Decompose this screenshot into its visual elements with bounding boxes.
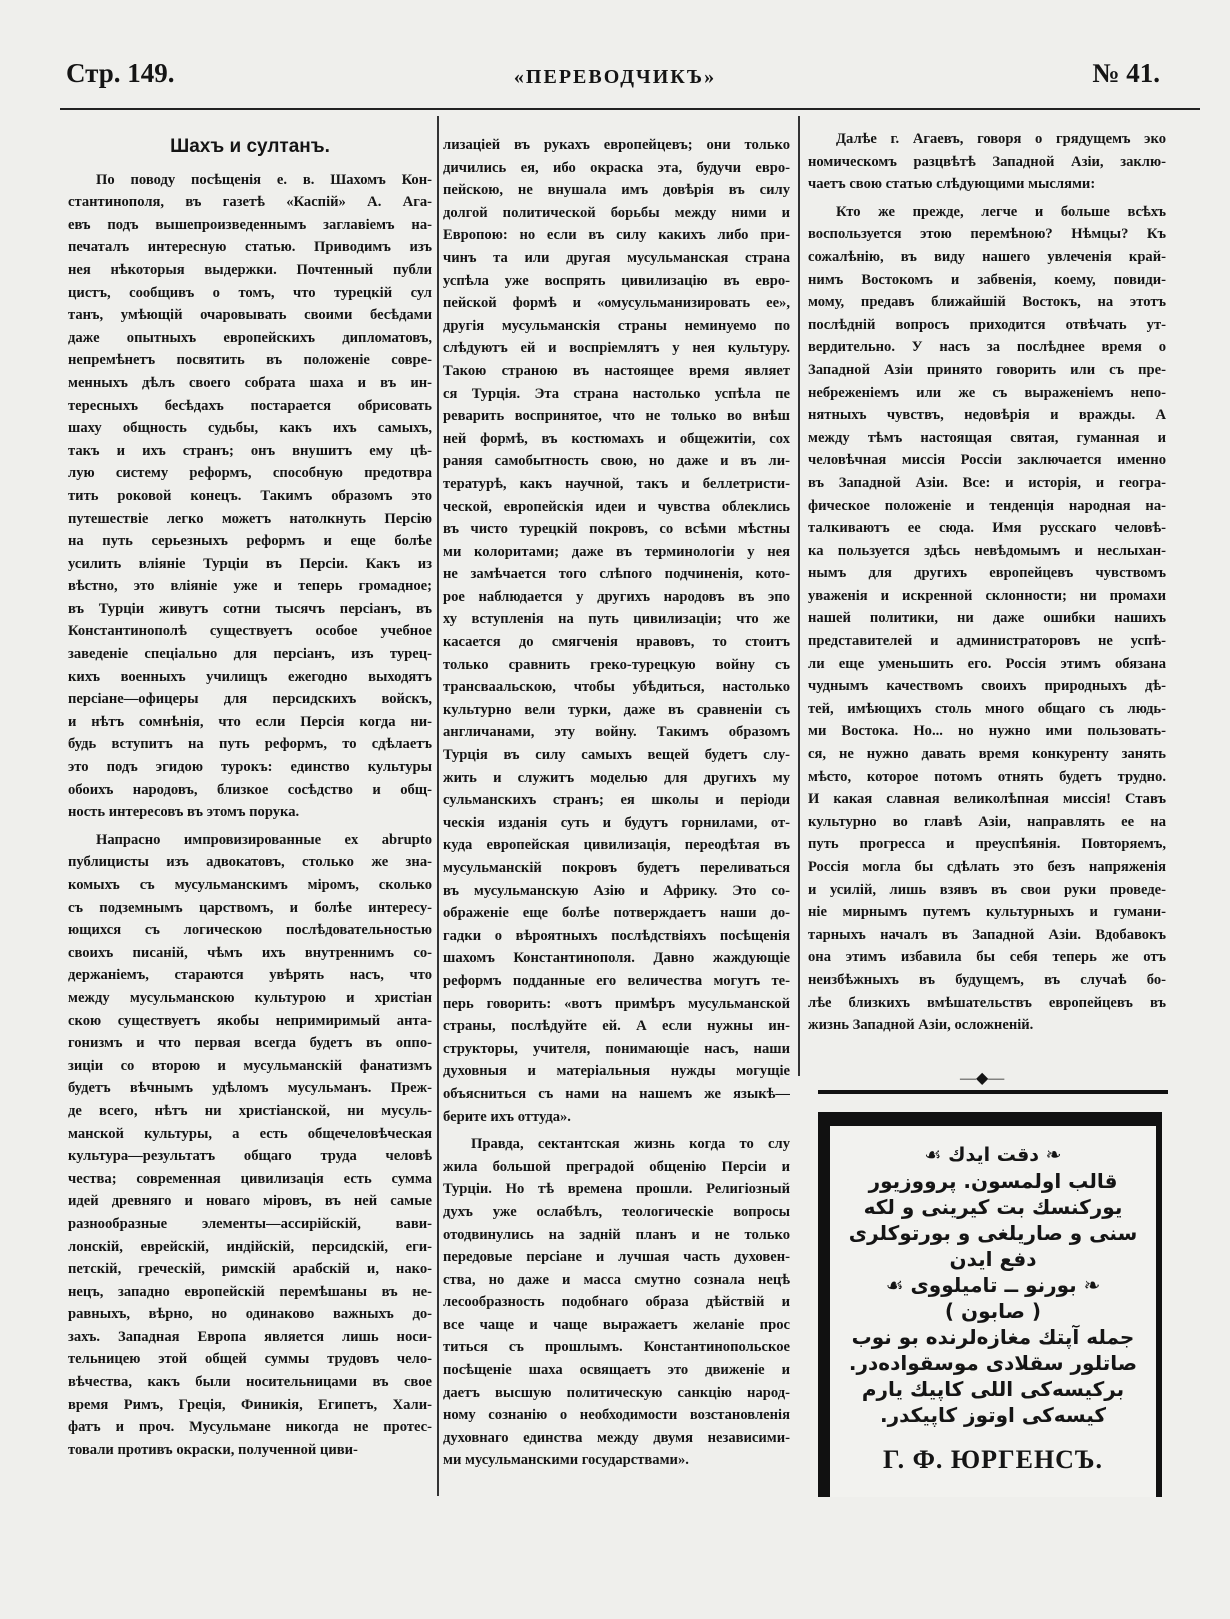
text-line: культурно во главѣ Азіи, направлять ее на [808,813,1166,830]
advert-line: ( صابون ) [944,1299,1042,1323]
text-line: непремѣнетъ посвятить въ положеніе совре- [68,352,432,369]
text-line: Правда, сектантская жизнь когда то слу [471,1136,790,1153]
advert-line: ❧ دقت ايدك ☙ [924,1144,1062,1166]
text-line: англичанами, эту войну. Такимъ образомъ [443,724,790,741]
text-line: чества; современная цивилизація есть сумма [68,1170,432,1187]
text-line: гонизмъ и что первая всегда будетъ въ оппо- [68,1035,432,1052]
text-line: духовныя и матеріальныя нужды могущіе [443,1063,790,1080]
text-line: человѣчная миссія Россіи заключается именно [808,452,1166,469]
text-line: вердительно. У насъ за послѣднее время о [808,339,1166,356]
text-line: только сравнить греко-турецкую войну съ [443,656,790,673]
text-line: духовнаго единства между двумя независими- [443,1429,790,1446]
text-line: Кто же прежде, легче и больше всѣхъ [836,203,1166,220]
text-line: Напрасно импровизированные ex abrupto [96,831,432,848]
text-line: ся, не нужно давать время конкуренту занять [808,746,1166,763]
advert-line: قالب اولمسون. پرووزيور [868,1169,1118,1193]
text-line: путешествіе легко можетъ натолкнуть Персію [68,510,432,527]
text-line: ми Востока. Но... но нужно ими пользовать- [808,723,1166,740]
text-line: лесообразность подобнаго образа дѣйствій и [443,1294,790,1311]
text-line: лонскій, еврейскій, индійскій, персидскій, еги- [68,1238,432,1255]
text-line: ность интересовъ въ этомъ порука. [68,804,300,821]
text-line: культура—результатъ общаго труда человѣ [68,1148,432,1165]
header-rule [60,108,1200,110]
text-line: жила большой преградой общенію Персіи и [443,1158,790,1175]
text-line: фическое положеніе и тенденція народная на- [808,497,1166,514]
text-line: тературѣ, какъ научной, такъ и беллетристи- [443,475,790,492]
text-line: И какая славная великолѣпная миссія! Ставъ [808,791,1166,808]
advert-line: بركيسه‌كى اللى كاپيك يارم [861,1377,1125,1401]
text-line: между тѣмъ настоящая святая, гуманная и [808,429,1166,446]
text-line: въ мусульманскую Азію и Африку. Это со- [443,882,790,899]
text-line: обоихъ народовъ, близкое сосѣдство и общ- [68,781,432,798]
text-line: товали противъ окраски, полученной циви- [68,1441,358,1458]
text-line: тельницею этой общей суммы трудовъ чело- [68,1351,432,1368]
text-line: нецъ, западно европейскій перемѣшаны въ не- [68,1283,432,1300]
text-line: культурно вели турки, даже въ сравненіи съ [443,701,790,718]
text-line: даже опытныхъ европейскихъ дипломатовъ, [68,329,432,346]
text-line: ческой, европейскія идеи и чувства облеклись [443,498,790,515]
column-3 [808,128,1166,1042]
column-1 [68,128,432,1466]
text-line: между мусульманскою культурою и христіан [68,989,432,1006]
text-line: равныхъ, вѣрно, но одинаково важныхъ до- [68,1306,432,1323]
text-line: и нѣтъ сомнѣнія, что если Персія когда ни- [68,713,432,730]
text-line: Европою: но если въ силу какихъ либо при- [443,227,790,244]
text-line: страны, послѣдуйте ей. А если нужны ин- [443,1018,790,1035]
text-line: Россія могла бы сдѣлать это безъ напряженія [808,859,1166,875]
text-line: структоры, учителя, понимающіе насъ, наши [443,1040,790,1057]
column-2 [443,134,790,1477]
text-line: ми колоритами; даже въ терминологіи у нея [443,543,790,560]
text-line: другія мусульманскія страны неминуемо по [443,317,790,334]
text-line: Турція въ силу самыхъ вещей будетъ слу- [443,747,790,764]
text-line: Константинополѣ существуетъ особое учебное [68,623,432,640]
advert-line: كيسه‌كى اوتوز كاپيكدر. [879,1403,1107,1427]
text-line: реформъ подданные его величества могутъ те- [443,972,790,989]
text-line: ли еще уменьшить его. Россія этимъ обязана [808,655,1166,672]
text-line: небреженіемъ или же съ выраженіемъ непо- [808,384,1166,401]
text-line: воспользуется этою перемѣною? Нѣмцы? Къ [808,226,1166,243]
text-line: тей, имѣющихъ столь много общаго съ людь- [808,700,1166,717]
issue-number: № 41. [1092,58,1160,88]
advert-line: جمله آپتك مغازه‌لرنده بو نوب [851,1325,1135,1349]
text-line: будь вступитъ на путь реформъ, то сдѣлаетъ [68,736,432,753]
text-line: Западной Азіи принято говорить или съ пре- [808,361,1166,378]
text-line: ному сознанію о необходимости возстановленія [443,1407,790,1424]
paragraph [443,1133,790,1472]
text-line: ней формѣ, въ костюмахъ и общежитіи, сох [443,430,790,447]
text-line: съ подземнымъ царствомъ, и болѣе интересу- [68,899,432,916]
text-line: сульманскихъ странъ; ея школы и періоди [443,792,790,809]
paragraph [808,201,1166,1037]
text-line: идей древняго и новаго міровъ, въ ней самые [68,1193,432,1210]
text-line: нея нѣкоторыя выдержки. Почтенный публи [68,261,432,278]
paragraph [68,829,432,1462]
text-line: Такою страною въ настоящее время являет [443,362,790,379]
text-line: уваженія и искренной склонности; ни промахи [808,587,1166,604]
column-divider [798,116,800,1076]
text-line: титься съ прошлымъ. Константинопольское [443,1339,790,1356]
text-line: не замѣчается того слѣпого подчиненія, кото- [443,566,790,583]
text-line: захъ. Западная Европа является лишь носи- [68,1328,432,1345]
advertisement [818,1112,1162,1497]
advert-line: دفع ايدن [949,1247,1037,1271]
text-line: дичились ея, ибо окраска эта, будучи евро- [443,159,790,176]
paragraph [68,169,432,824]
text-line: евъ подъ вышепроизведеннымъ заглавіемъ на- [68,216,432,233]
text-line: шаху общность судьбы, какъ ихъ самыхъ, [68,420,432,437]
text-line: чинъ та или другая мусульманская страна [443,249,790,266]
text-line: объясниться съ нами на нашемъ же языкѣ— [443,1085,790,1102]
text-line: неизбѣжныхъ въ будущемъ, въ случаѣ бо- [808,971,1166,988]
text-line: касается до смягченія нравовъ, то стоитъ [443,634,790,651]
text-line: лѣе близкихъ вмѣшательствъ европейцевъ въ [808,994,1166,1011]
text-line: нашей политики, ни даже ошибки нашихъ [808,610,1166,627]
ornament-divider: —◆— [960,1070,1005,1087]
text-line: отодвинулись на задній планъ и не только [443,1226,790,1243]
newspaper-title: «ПЕРЕВОДЧИКЪ» [513,66,717,88]
text-line: гадки о вѣроятныхъ послѣдствіяхъ посѣщенія [443,927,790,944]
text-line: фатъ и проч. Мусульмане никогда не протес- [68,1419,432,1436]
text-line: тарныхъ началъ въ Западной Азіи. Вдобавокъ [808,926,1166,943]
text-line: ка пользуется здѣсь невѣдомымъ и неслыхан- [808,542,1166,559]
text-line: цистъ, сообщивъ о томъ, что турецкій сул [68,284,432,301]
text-line: ніе мирнымъ путемъ культурныхъ и гумани- [808,904,1166,921]
text-line: перь говорить: «вотъ примѣръ мусульманской [443,995,790,1012]
text-line: долгой политической борьбы между ними и [443,204,790,221]
paragraph [808,128,1166,196]
advert-rule [818,1090,1168,1094]
text-line: представителей и администраторовъ не успѣ- [808,633,1166,650]
text-line: передовые персіане и лучшая часть духовен- [443,1249,790,1266]
text-line: даетъ высшую политическую санкцію народ- [443,1384,790,1401]
text-line: раняя самобытность свою, но даже и въ ли- [443,453,790,470]
text-line: ства, но даже и масса смутно сознала нецѣ [443,1271,790,1288]
text-line: вѣчества, какъ были носительницами въ свое [68,1374,432,1391]
text-line: ющихся съ логическою послѣдовательностью [68,922,432,939]
text-line: Далѣе г. Агаевъ, говоря о грядущемъ эко [836,131,1166,147]
advert-line: ❧ بورنو ــ تاميلووى ☙ [885,1273,1101,1297]
text-line: нымъ для другихъ европейцевъ чувствомъ [808,565,1166,582]
text-line: духъ уже ослабѣлъ, теологическіе вопросы [443,1203,790,1220]
text-line: куда европейская цивилизація, переодѣтая въ [443,837,790,854]
text-line: петскій, греческій, римскій арабскій и, нако- [68,1261,432,1278]
text-line: разнообразные элементы—ассирійскій, вави- [68,1215,432,1232]
text-line: все чаще и чаще выражаетъ желаніе прос [443,1316,790,1333]
text-line: По поводу посѣщенія е. в. Шахомъ Кон- [96,171,432,188]
text-line: вѣстно, это вліяніе уже и теперь громадное; [68,578,432,595]
text-line: трансваальскою, чтобы убѣдиться, настолько [443,679,790,696]
text-line: и усилій, лишь взявъ въ свои руки проведе- [808,881,1166,898]
text-line: она этимъ избавила бы себя теперь же отъ [808,949,1166,966]
text-line: реварить воспринятое, что не только во внѣш [443,408,790,425]
text-line: это подъ эгидою турокъ: единство культуры [68,759,432,776]
text-line: въ Западной Азіи. Все: и исторія, и геогра- [808,474,1166,491]
text-line: берите ихъ оттуда». [443,1108,571,1125]
text-line: посѣщеніе шаха освящаетъ это движеніе и [443,1362,790,1379]
text-line: манской культуры, а есть общечеловѣческая [68,1125,432,1142]
text-line: жизнь Западной Азіи, осложненій. [808,1017,1034,1034]
text-line: тересныхъ бесѣдахъ постарается обрисовать [68,397,432,414]
text-line: мому, предавъ ближайшій Востокъ, на этотъ [808,294,1166,311]
text-line: нимъ Востокомъ и забвенія, коему, повиди- [808,271,1166,288]
text-line: заведеніе спеціально для персіанъ, изъ турец- [68,646,432,663]
text-line: де всего, нѣтъ ни христіанской, ни мусуль- [68,1102,432,1119]
advert-signature: Г. Ф. ЮРГЕНСЪ. [882,1445,1104,1474]
paragraph [443,134,790,1128]
article-title: Шахъ и султанъ. [170,136,330,157]
advert-line: سنى و صاريلغى و بورتوكلرى [848,1221,1138,1245]
advert-line: صاتلور سقلادى موسقواده‌در. [848,1351,1138,1375]
text-line: ческія изданія суть и будутъ горнилами, от- [443,814,790,831]
text-line: будетъ вѣчнымъ удѣломъ мусульманъ. Преж- [68,1080,432,1097]
text-line: на путь серьезныхъ реформъ и еще болѣе [68,533,432,550]
text-line: ху вступленія на путь цивилизаціи; что же [443,611,790,628]
text-line: чуднымъ качествомъ своихъ природныхъ дѣ- [808,678,1166,695]
page-number: Стр. 149. [66,58,175,88]
text-line: держаніемъ, стараются увѣрять насъ, что [68,967,432,984]
text-line: ображеніе еще болѣе потверждаетъ наши до- [443,905,790,922]
text-line: рое наблюдается у другихъ народовъ въ эпо [443,588,790,605]
text-line: лую систему реформъ, способную предотвра [68,465,432,482]
text-line: такъ и ихъ странъ; онъ внушитъ ему цѣ- [68,442,432,459]
text-line: пейской формѣ и «омусульманизировать ее», [443,295,790,312]
text-line: успѣла уже воспрять цивилизацію въ евро- [443,272,790,289]
text-line: послѣдній вопросъ приходится отвѣчать ут- [808,316,1166,333]
text-line: въ чисто турецкій покровъ, со всѣми мѣстны [443,521,790,538]
text-line: шахомъ Константинополя. Давно жаждующіе [443,950,790,967]
text-line: нятныхъ чувствъ, недовѣрія и вражды. А [808,407,1166,424]
text-line: усилить вліяніе Турціи въ Персіи. Какъ из [68,555,432,572]
text-line: талкиваютъ ее сюда. Имя русскаго человѣ- [808,520,1166,537]
text-line: тить роковой конецъ. Такимъ образомъ это [68,487,432,504]
text-line: пейскою, не внушала имъ довѣрія въ силу [443,182,790,199]
column-divider [437,116,439,1496]
text-line: печаталъ интересную статью. Приводимъ изъ [68,239,432,256]
text-line: Турціи. Но тѣ времена прошли. Религіозный [443,1181,790,1198]
text-line: своихъ писаній, чѣмъ ихъ внутреннимъ со- [68,944,432,961]
text-line: чаетъ свою статью слѣдующими мыслями: [808,176,1096,193]
advert-line: يوركنسك بت كيرينى و لكه [863,1195,1123,1219]
text-line: мѣсто, которое потомъ отнять будетъ трудно. [808,768,1166,785]
text-line: номическомъ разцвѣтѣ Западной Азіи, заклю- [808,153,1166,170]
text-line: сожалѣнію, въ виду нашего увлеченія край- [808,248,1166,265]
text-line: комыхъ съ мусульманскимъ міромъ, сколько [68,877,432,893]
advert-text [830,1126,1156,1428]
text-line: лизаціей въ рукахъ европейцевъ; они только [443,137,790,153]
text-line: танъ, умѣющій очаровывать своими бесѣдами [68,307,432,324]
text-line: слѣдуютъ ей и воспріемлятъ у нея культуру. [443,340,790,357]
text-line: менныхъ дѣлъ своего собрата шаха и въ ин- [68,374,432,391]
text-line: публицисты изъ адвокатовъ, столько же зна- [68,854,432,871]
text-line: ми мусульманскими государствами». [443,1452,689,1469]
text-line: кихъ военныхъ училищъ ежегодно выходятъ [68,668,432,685]
text-line: время Римъ, Греція, Финикія, Египетъ, Хали- [68,1396,432,1413]
text-line: мусульманскій покровъ будетъ переливаться [443,860,790,876]
text-line: зиціи со второю и мусульманскій фанатизмъ [68,1057,432,1074]
text-line: персіане—офицеры для персидскихъ войскъ, [68,691,432,708]
text-line: стантинополя, въ газетѣ «Каспій» А. Ага- [68,194,432,211]
text-line: путь прогресса и преуспѣянія. Повторяемъ, [808,836,1166,853]
text-line: ся Турція. Эта страна настолько успѣла пе [443,385,790,402]
text-line: скою существуетъ якобы непримиримый анта- [68,1012,432,1029]
text-line: жить и служитъ моделью для другихъ му [443,769,790,786]
text-line: въ Турціи живутъ сотни тысячъ персіанъ, въ [68,600,432,617]
